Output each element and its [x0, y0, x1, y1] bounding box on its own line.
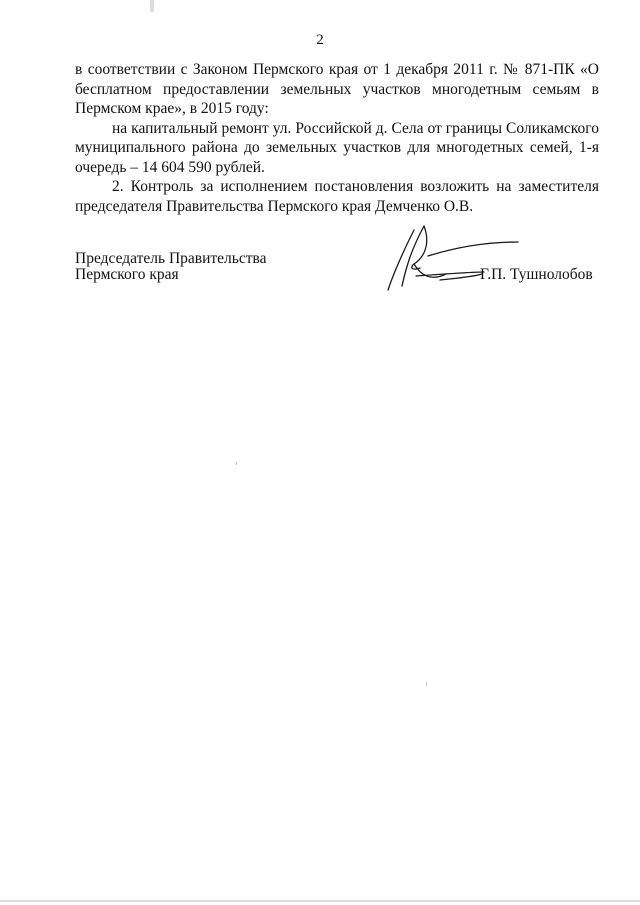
bottom-edge-line: [0, 900, 640, 902]
text-line: 1-я очередь – 14 604 590 рублей.: [75, 139, 599, 176]
scan-speck: [426, 682, 427, 686]
text-line: председателя Правительства Пермского края Демченко О.В.: [75, 197, 474, 215]
text-line: в Пермском крае», в 2015 году:: [75, 80, 599, 117]
text-line: муниципального района до земельных участков для многодетных семей,: [75, 139, 573, 156]
signer-name: Г.П. Тушнолобов: [480, 266, 593, 283]
text-line: в соответствии с Законом Пермского края от 1 декабря 2011 г. № 871-ПК: [75, 61, 575, 78]
signer-title: [75, 251, 267, 283]
text-line: 2. Контроль за исполнением постановления возложить на заместителя: [112, 178, 599, 195]
signer-title-line: Председатель Правительства: [75, 250, 267, 267]
page-number: 2: [316, 32, 324, 48]
document-body: [75, 60, 599, 216]
signer-title-line: Пермского края: [75, 266, 179, 283]
handwritten-signature: [380, 224, 530, 294]
paragraph-road-repair: [75, 119, 599, 178]
paragraph-law-reference: [75, 60, 599, 119]
paragraph-control: [75, 177, 599, 216]
top-edge-line: [150, 0, 154, 12]
text-line: на капитальный ремонт ул. Российской д. Села от границы Соликамского: [112, 119, 599, 137]
text-line: «О бесплатном предоставлении земельных участков многодетным семьям: [75, 61, 599, 98]
scan-speck: [236, 462, 237, 465]
